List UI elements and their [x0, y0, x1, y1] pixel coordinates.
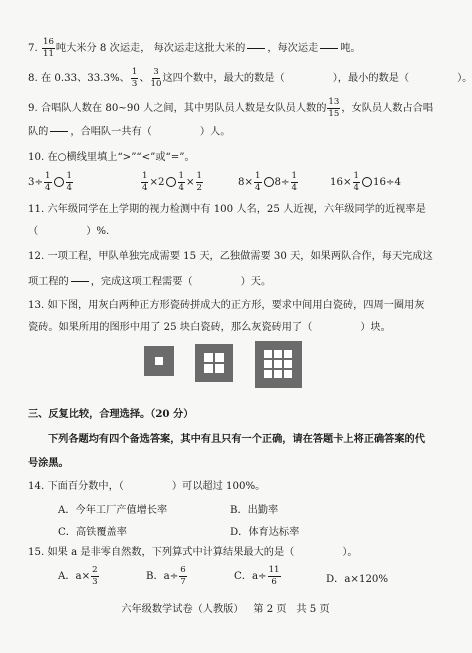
section-instruction: 下列各题均有四个备选答案，其中有且只有一个正确，请在答题卡上将正确答案的代 [48, 433, 425, 445]
section-instruction-2: 号涂黑。 [28, 457, 69, 469]
compare-expression-2: $\frac{1}{4}$ ×2 $\frac{1}{4}$ × $\frac{1}{2}$ [142, 171, 202, 193]
question-12-line2: 项工程的 ，完成这项工程需要（ ）天。 [28, 274, 451, 290]
question-15: 15. 如果 a 是非零自然数，下列算式中计算结果最大的是（ ）。 [28, 547, 358, 558]
question-7: 7. $\frac{16}{11}$ 吨大米分 8 次运走， 每次运走这批大米的 ，每次运走 吨。 [28, 37, 361, 59]
question-8: 8. 在 0.33、33.3%、 $\frac{1}{3}$ 、 $\frac{3}{10}$ 这四个数中，最大的数是（ ），最小的数是（ ）。 [28, 67, 472, 89]
answer-blank-fraction[interactable] [245, 41, 267, 56]
question-11: 11. 六年级同学在上学期的视力检测中有 100 人名，25 人近视，六年级同学的近视率是 [28, 204, 426, 215]
question-9-line2: 队的 ，合唱队一共有（ ）人。 [28, 124, 451, 140]
section-heading: 三、反复比较，合理选择。（20 分） [28, 408, 194, 420]
compare-expression-4: 16× $\frac{1}{4}$ 16÷4 [330, 171, 401, 193]
option-c[interactable]: C．高铁覆盖率 [58, 527, 127, 538]
option-a[interactable]: A．今年工厂产值增长率 [58, 505, 168, 516]
tile-figure-1x1 [144, 346, 174, 376]
question-13-line2: 瓷砖。如果所用的图形中用了 25 块白瓷砖，那么灰瓷砖用了（ ）块。 [28, 322, 391, 333]
option-a[interactable]: A．a× $\frac{2}{3}$ [58, 565, 98, 587]
question-9: 9. 合唱队人数在 80~90 人之间，其中男队员人数是女队员人数的 $\frac{13}{15}$ ，女队员人数占合唱 [28, 97, 434, 119]
compare-circle[interactable] [54, 177, 64, 187]
option-b[interactable]: B．出勤率 [230, 505, 279, 516]
answer-blank-fraction[interactable] [318, 41, 340, 56]
question-14: 14. 下面百分数中，（ ）可以超过 100%。 [28, 481, 266, 492]
compare-circle[interactable] [264, 177, 274, 187]
compare-circle[interactable] [362, 177, 372, 187]
option-d[interactable]: D．a×120% [326, 574, 389, 585]
compare-expression-1: 3÷ $\frac{1}{4}$ $\frac{1}{4}$ [28, 171, 72, 193]
question-11-line2: （ ）%. [28, 226, 110, 237]
option-c[interactable]: C．a÷ $\frac{11}{6}$ [234, 565, 280, 587]
page-footer: 六年级数学试卷（人教版） 第 2 页 共 5 页 [121, 604, 330, 615]
fraction: $\frac{16}{11}$ [42, 37, 54, 59]
question-10: 10. 在○横线里填上“>”“<”或“=”。 [28, 152, 195, 163]
question-number: 7. [28, 43, 38, 55]
fraction: $\frac{13}{15}$ [328, 97, 340, 119]
tile-figure-3x3 [255, 341, 302, 388]
option-d[interactable]: D．体育达标率 [230, 527, 300, 538]
fraction: $\frac{1}{3}$ [131, 67, 138, 89]
compare-expression-3: 8× $\frac{1}{4}$ 8÷ $\frac{1}{4}$ [238, 171, 297, 193]
question-13: 13. 如下图，用灰白两种正方形瓷砖拼成大的正方形，要求中间用白瓷砖，四周一圈用灰 [28, 300, 425, 311]
option-b[interactable]: B．a÷ $\frac{6}{7}$ [146, 565, 186, 587]
answer-blank-fraction[interactable] [48, 124, 70, 139]
answer-blank-fraction[interactable] [69, 274, 91, 289]
compare-circle[interactable] [166, 177, 176, 187]
fraction: $\frac{3}{10}$ [150, 67, 162, 89]
tile-figure-2x2 [195, 344, 233, 382]
question-12: 12. 一项工程，甲队单独完成需要 15 天，乙独做需要 30 天，如果两队合作，每天完成这 [28, 251, 433, 262]
